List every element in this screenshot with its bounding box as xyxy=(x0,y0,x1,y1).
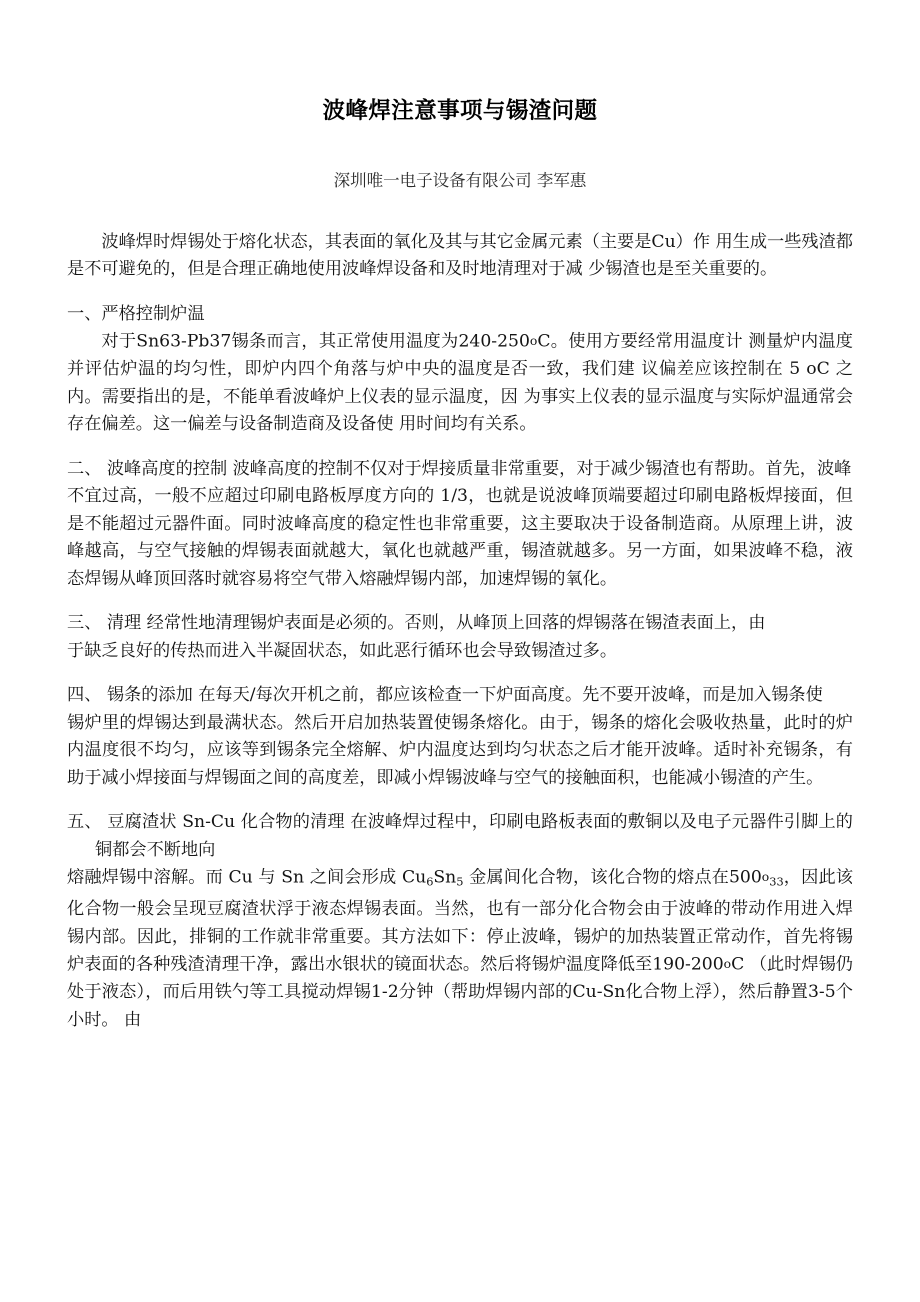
author-byline: 深圳唯一电子设备有限公司 李军惠 xyxy=(333,171,587,191)
intro-paragraph: 波峰焊时焊锡处于熔化状态，其表面的氧化及其与其它金属元素（主要是Cu）作 用生成一些残渣都是不可避免的，但是合理正确地使用波峰焊设备和及时地清理对于减 少锡渣也是至关重要的。 xyxy=(67,231,853,280)
section-body-1: 对于Sn63-Pb37锡条而言，其正常使用温度为240-250oC。使用方要经常用温度计 测量炉内温度并评估炉温的均匀性，即炉内四个角落与炉中央的温度是否一致，我们建 议偏差应该控制在 5 oC 之内。需要指出的是，不能单看波峰炉上仪表的显示温度，因 为事实上仪表的显示温度与实际炉温通常会存在偏差。这一偏差与设备制造商及设备使 用时间均有关系。 xyxy=(67,331,853,435)
section-body-3: 于缺乏良好的传热而进入半凝固状态，如此恶行循环也会导致锡渣过多。 xyxy=(67,640,618,661)
section-heading-3: 三、 清理 经常性地清理锡炉表面是必须的。否则，从峰顶上回落的焊锡落在锡渣表面上，由 xyxy=(67,613,766,634)
section-heading-1: 一、严格控制炉温 xyxy=(67,303,205,324)
page-title: 波峰焊注意事项与锡渣问题 xyxy=(322,98,598,124)
section-heading-2: 二、 波峰高度的控制 波峰高度的控制不仅对于焊接质量非常重要，对于减少锡渣也有帮助。首先，波峰 xyxy=(67,458,852,479)
section-heading-5: 五、 豆腐渣状 Sn-Cu 化合物的清理 在波峰焊过程中，印刷电路板表面的敷铜以及电子元器件引脚上的铜都会不断地向 xyxy=(67,812,853,860)
section-body-4: 锡炉里的焊锡达到最满状态。然后开启加热装置使锡条熔化。由于，锡条的熔化会吸收热量，此时的炉内温度很不均匀，应该等到锡条完全熔解、炉内温度达到均匀状态之后才能开波峰。适时补充锡条，有助于减小焊接面与焊锡面之间的高度差，即减小焊锡波峰与空气的接触面积，也能减小锡渣的产生。 xyxy=(67,712,853,788)
section-body-2: 不宜过高，一般不应超过印刷电路板厚度方向的 1/3，也就是说波峰顶端要超过印刷电路板焊接面，但是不能超过元器件面。同时波峰高度的稳定性也非常重要，这主要取决于设备制造商。从原理上讲，波峰越高，与空气接触的焊锡表面就越大，氧化也就越严重，锡渣就越多。另一方面，如果波峰不稳，液态焊锡从峰顶回落时就容易将空气带入熔融焊锡内部，加速焊锡的氧化。 xyxy=(67,486,853,589)
section-heading-4: 四、 锡条的添加 在每天/每次开机之前，都应该检查一下炉面高度。先不要开波峰，而是加入锡条使 xyxy=(67,685,823,706)
section-body-5: 熔融焊锡中溶解。而 Cu 与 Sn 之间会形成 $Cu_6Sn_5$ 金属间化合物，该化合物的熔点在$500o_{33}$，因此该化合物一般会呈现豆腐渣状浮于液态焊锡表面。当然，也有一部分化合物会由于波峰的带动作用进入焊锡内部。因此，排铜的工作就非常重要。其方法如下：停止波峰，锡炉的加热装置正常动作，首先将锡炉表面的各种残渣清理干净，露出水银状的镜面状态。然后将锡炉温度降低至190-200oC （此时焊锡仍处于液态），而后用铁勺等工具搅动焊锡1-2分钟（帮助焊锡内部的Cu-Sn化合物上浮），然后静置3-5个小时。 由 xyxy=(67,867,853,1030)
